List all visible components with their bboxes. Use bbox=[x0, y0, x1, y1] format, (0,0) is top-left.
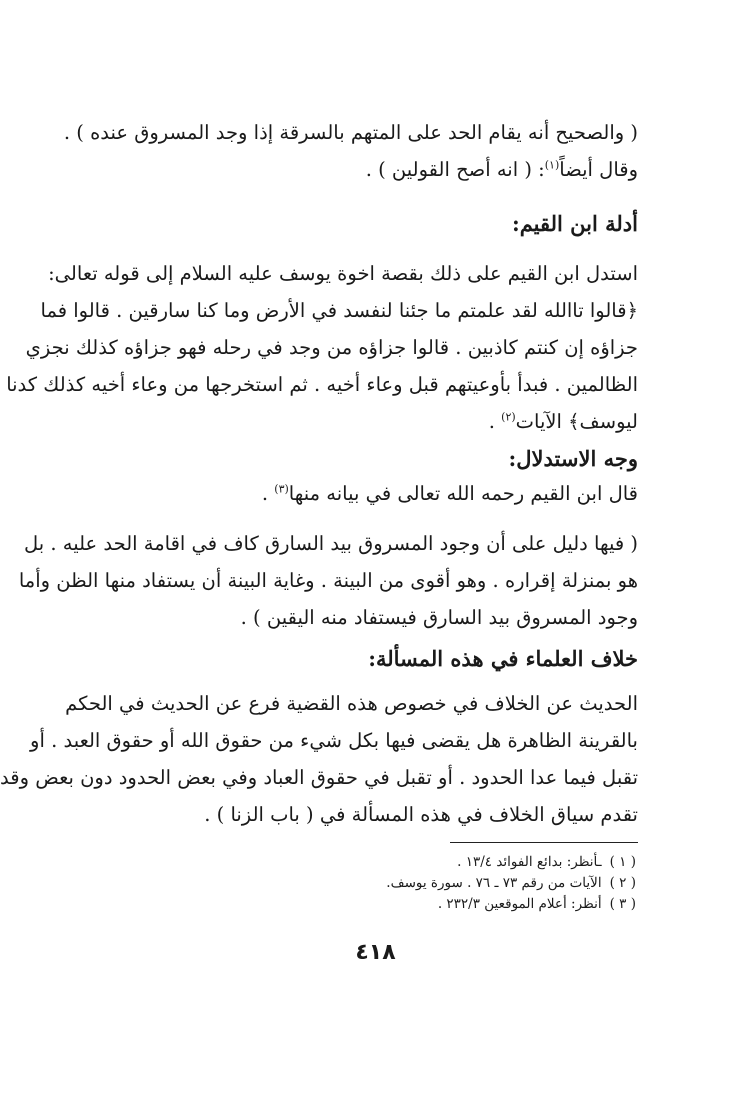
section-heading-2 bbox=[92, 440, 638, 477]
text-span: : ( انه أصح القولين ) . bbox=[365, 158, 545, 181]
section-heading-3 bbox=[92, 640, 638, 677]
footnote bbox=[386, 873, 636, 894]
footnote-separator bbox=[450, 842, 638, 843]
footnote-text: أنظر: أعلام الموقعين ٢٣٢/٣ . bbox=[437, 896, 602, 912]
heading-inference: وجه الاستدلال: bbox=[508, 446, 638, 471]
text-span: . bbox=[261, 482, 275, 505]
footnote-ref: (١) bbox=[544, 158, 560, 172]
footnote-ref: (٢) bbox=[501, 410, 516, 424]
text-span: ليوسف﴾ الآيات bbox=[515, 410, 638, 433]
text-line: استدل ابن القيم على ذلك بقصة اخوة يوسف عليه السلام إلى قوله تعالى: bbox=[48, 262, 638, 285]
paragraph-5 bbox=[0, 685, 638, 833]
footnote-number: ( ٢ ) bbox=[609, 875, 636, 891]
text-line: ﴿قالوا تاالله لقد علمتم ما جئنا لنفسد في الأرض وما كنا سارقين . قالوا فما bbox=[40, 299, 638, 322]
heading-ibn-qayyim-evidence: أدلة ابن القيم: bbox=[511, 211, 638, 236]
paragraph-1 bbox=[63, 114, 638, 188]
text-line: تقبل فيما عدا الحدود . أو تقبل في حقوق العباد وفي بعض الحدود دون بعض وقد bbox=[0, 766, 638, 789]
section-heading-1 bbox=[92, 205, 638, 242]
text-line bbox=[92, 151, 638, 188]
text-line: هو بمنزلة إقراره . وهو أقوى من البينة . وغاية البينة أن يستفاد منها الظن وأما bbox=[18, 569, 638, 592]
footnotes bbox=[386, 852, 636, 915]
footnote-text: الآيات من رقم ٧٣ ـ ٧٦ . سورة يوسف. bbox=[386, 875, 602, 891]
text-line: الظالمين . فبدأ بأوعيتهم قبل وعاء أخيه . ثم استخرجها من وعاء أخيه كذلك كدنا bbox=[6, 373, 638, 396]
paragraph-4 bbox=[18, 525, 638, 636]
footnote-text: ـأنظر: بدائع الفوائد ١٣/٤ . bbox=[457, 854, 602, 870]
footnote-number: ( ٣ ) bbox=[609, 896, 636, 912]
footnote bbox=[386, 894, 636, 915]
text-line: تقدم سياق الخلاف في هذه المسألة في ( باب الزنا ) . bbox=[204, 803, 638, 826]
page-number: ٤١٨ bbox=[355, 940, 396, 965]
text-line: جزاؤه إن كنتم كاذبين . قالوا جزاؤه من وجد في رحله فهو جزاؤه كذلك نجزي bbox=[25, 336, 638, 359]
heading-scholars-disagreement: خلاف العلماء في هذه المسألة: bbox=[368, 646, 638, 671]
paragraph-3 bbox=[92, 475, 638, 512]
footnote-ref: (٣) bbox=[274, 482, 289, 496]
text-line: ( فيها دليل على أن وجود المسروق بيد السارق كاف في اقامة الحد عليه . بل bbox=[23, 532, 638, 555]
text-line: وجود المسروق بيد السارق فيستفاد منه اليقين ) . bbox=[240, 606, 638, 629]
footnote-number: ( ١ ) bbox=[609, 854, 636, 870]
text-line bbox=[92, 475, 638, 512]
text-line: ( والصحيح أنه يقام الحد على المتهم بالسرقة إذا وجد المسروق عنده ) . bbox=[63, 121, 638, 144]
paragraph-2 bbox=[6, 255, 638, 440]
text-line: بالقرينة الظاهرة هل يقضى فيها بكل شيء من حقوق الله أو حقوق العبد . أو bbox=[30, 729, 638, 752]
text-line bbox=[92, 403, 638, 440]
text-span: قال ابن القيم رحمه الله تعالى في بيانه منها bbox=[288, 482, 638, 505]
footnote bbox=[386, 852, 636, 873]
text-span: وقال أيضاً bbox=[559, 158, 638, 181]
text-span: . bbox=[488, 410, 502, 433]
text-line: الحديث عن الخلاف في خصوص هذه القضية فرع عن الحديث في الحكم bbox=[65, 692, 638, 715]
